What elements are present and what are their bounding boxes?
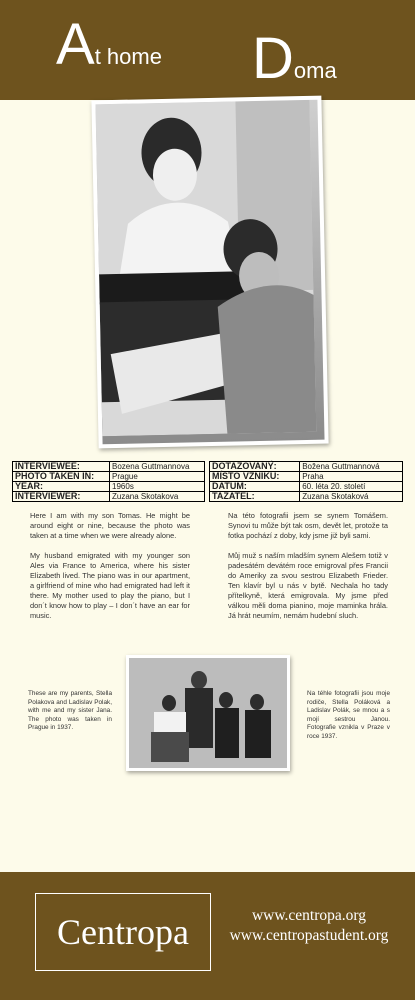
- info-value: 1960s: [110, 482, 205, 492]
- logo-text: Centropa: [57, 912, 189, 952]
- centropa-logo: [35, 893, 211, 971]
- url-centropastudent[interactable]: www.centropastudent.org: [229, 927, 389, 944]
- paragraph: Here I am with my son Tomas. He might be around eight or nine, because the photo was taken at a time when we were already alone.: [30, 511, 190, 540]
- photo-mother-son-piano: [91, 96, 328, 449]
- url-centropa[interactable]: www.centropa.org: [251, 907, 367, 924]
- info-table-czech: [209, 461, 403, 502]
- info-value: Zuzana Skotakova: [110, 492, 205, 502]
- caption-english: These are my parents, Stella Polakova and Ladislav Polak, with me and my sister Jana. The photo was taken in Prague in 1937.: [28, 690, 112, 732]
- story-text-czech: [228, 511, 388, 631]
- info-label: INTERVIEWER:: [13, 492, 110, 502]
- info-value: Prague: [110, 472, 205, 482]
- caption-czech: Na téhle fotografii jsou moje rodiče, Stella Poláková a Ladislav Polák, se mnou a s mojí sestrou Janou. Fotografie vznikla v Praze v roce 1937.: [307, 690, 390, 740]
- info-value: 60. léta 20. století: [300, 482, 403, 492]
- photo-family-1937: [126, 655, 290, 771]
- info-label: PHOTO TAKEN IN:: [13, 472, 110, 482]
- info-value: Zuzana Skotaková: [300, 492, 403, 502]
- info-label: INTERVIEWEE:: [13, 462, 110, 472]
- title-english: At home: [56, 12, 162, 77]
- info-value: Božena Guttmannová: [300, 462, 403, 472]
- info-table-english: [12, 461, 205, 502]
- story-text-english: [30, 511, 190, 631]
- title-czech: Doma: [252, 26, 337, 91]
- paragraph: Na této fotografii jsem se synem Tomášem. Synovi tu může být tak osm, devět let, protože ta fotka pochází z doby, kdy jsme již byli sami.: [228, 511, 388, 540]
- paragraph: Můj muž s naším mladším synem Alešem totiž v padesátém devátém roce emigroval přes Francii do Ameriky za svou sestrou Elizabeth Frieder. Ten klavír byl u nás v bytě. Nechala ho tady přítelkyně, která emigrovala. My jsme před válkou měli doma pianino, moje maminka hrála. Já hrát neumím, nemám hudební sluch.: [228, 551, 388, 620]
- info-label: TAZATEL:: [210, 492, 300, 502]
- info-value: Bozena Guttmannova: [110, 462, 205, 472]
- paragraph: My husband emigrated with my younger son Ales via France to America, where his sister Elizabeth lived. The piano was in our apartment, a girlfriend of mine who had emigrated had left it there. My mother used to play the piano, but I don´t know how to play – I don´t have an ear for music.: [30, 551, 190, 620]
- info-label: YEAR:: [13, 482, 110, 492]
- info-label: MÍSTO VZNIKU:: [210, 472, 300, 482]
- info-label: DOTAZOVANÝ:: [210, 462, 300, 472]
- info-value: Praha: [300, 472, 403, 482]
- info-label: DATUM:: [210, 482, 300, 492]
